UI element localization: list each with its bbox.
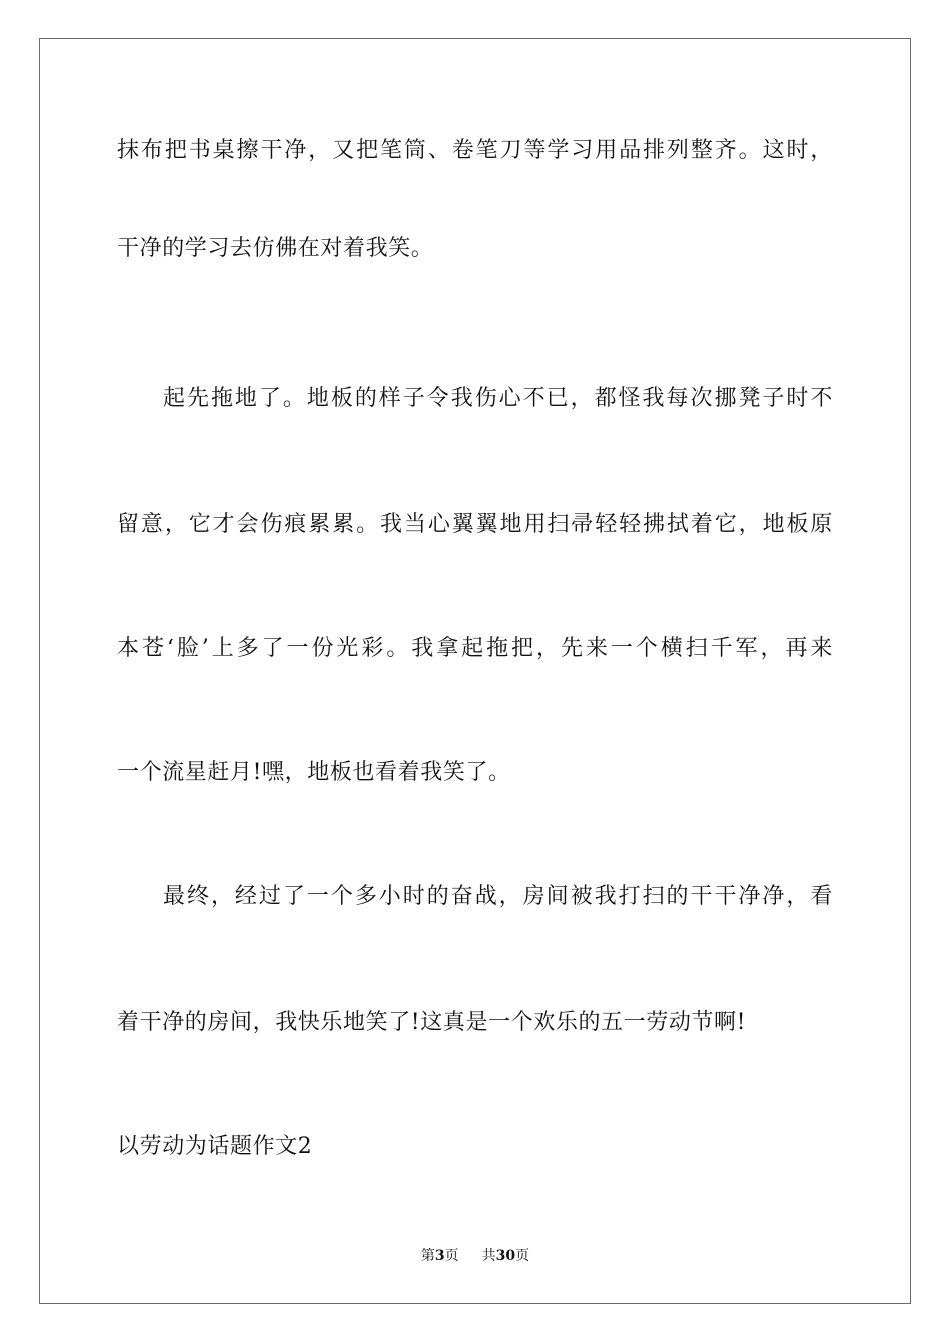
- text-line-5: 本苍‘脸’上多了一份光彩。我拿起拖把，先来一个横扫千军，再来: [117, 636, 833, 661]
- footer-total-suffix: 页: [515, 1248, 530, 1264]
- text-line-1: 抹布把书桌擦干净，又把笔筒、卷笔刀等学习用品排列整齐。这时，: [117, 138, 833, 163]
- text-line-4: 留意，它才会伤痕累累。我当心翼翼地用扫帚轻轻拂拭着它，地板原: [117, 512, 833, 537]
- footer-page-prefix: 第: [420, 1248, 435, 1264]
- text-line-6: 一个流星赶月!嘿，地板也看着我笑了。: [117, 760, 511, 785]
- footer-total-prefix: 共: [481, 1248, 496, 1264]
- text-line-7: 最终，经过了一个多小时的奋战，房间被我打扫的干干净净，看: [163, 884, 833, 909]
- text-line-2: 干净的学习去仿佛在对着我笑。: [117, 236, 434, 261]
- footer-page-suffix: 页: [444, 1248, 459, 1264]
- text-line-8: 着干净的房间，我快乐地笑了!这真是一个欢乐的五一劳动节啊!: [117, 1010, 747, 1035]
- footer-total-pages: 30: [495, 1248, 516, 1264]
- footer-page-number: 3: [434, 1248, 445, 1264]
- page-border: [39, 38, 911, 1304]
- text-line-3: 起先拖地了。地板的样子令我伤心不已，都怪我每次挪凳子时不: [163, 386, 833, 411]
- section-heading: 以劳动为话题作文2: [117, 1134, 313, 1159]
- page-footer: [0, 1246, 950, 1266]
